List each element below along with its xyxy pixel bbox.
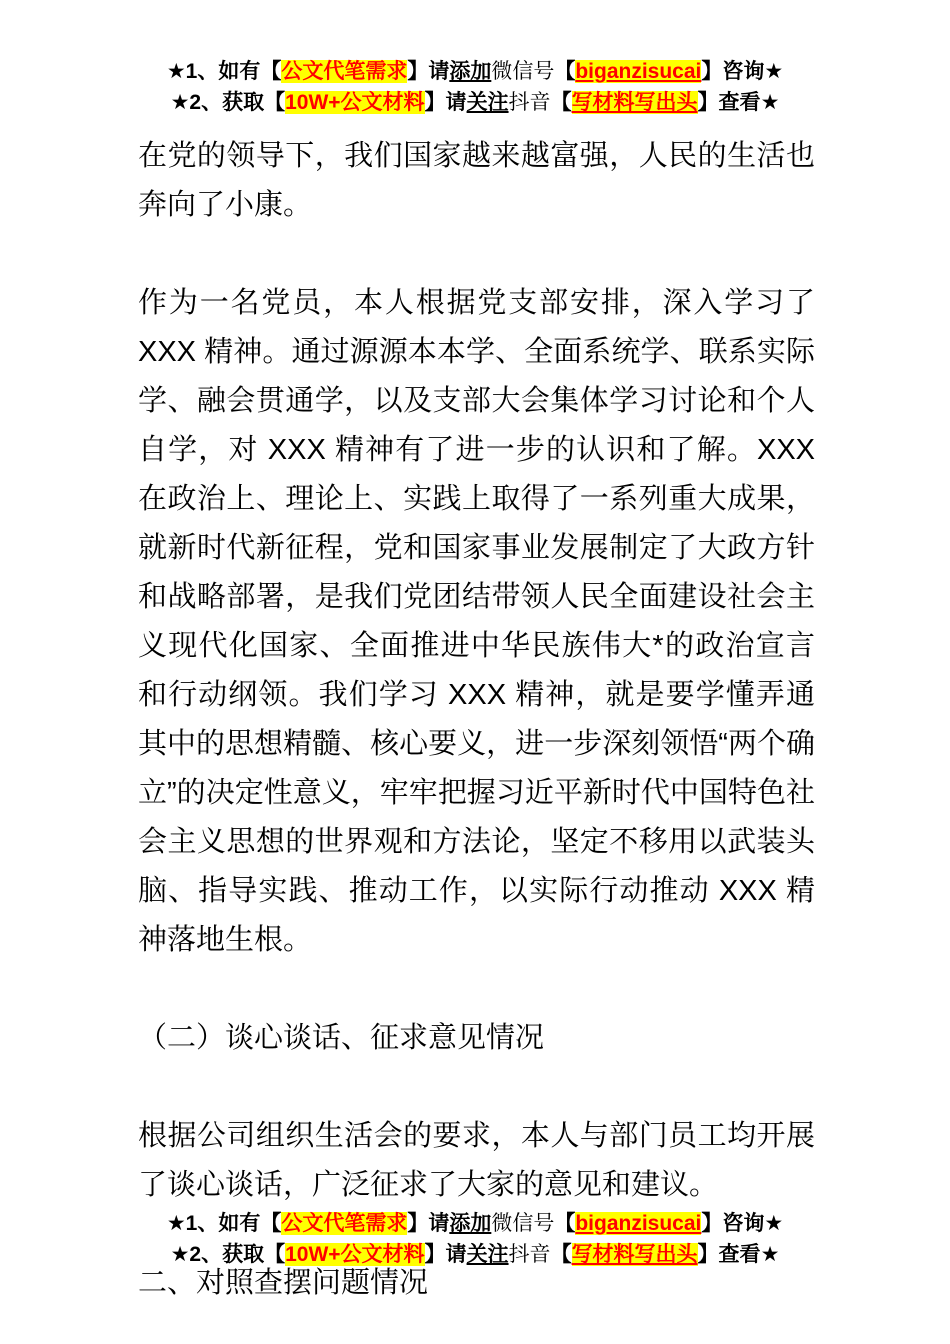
promo-keyword-highlight: 10W+公文材料	[285, 1243, 425, 1266]
promo-wechat-id: biganzisucai	[575, 60, 702, 83]
promo-platform: 微信号	[491, 1212, 555, 1235]
star-icon: ★	[760, 1243, 780, 1266]
promo-suffix: 】咨询	[701, 60, 765, 83]
promo-platform: 抖音	[508, 91, 551, 114]
promo-header-line-1	[0, 56, 950, 87]
promo-bracket: 【	[550, 1243, 572, 1266]
promo-keyword-highlight: 公文代笔需求	[281, 60, 408, 83]
star-icon: ★	[760, 91, 780, 114]
star-icon: ★	[170, 91, 190, 114]
promo-bracket: 【	[550, 91, 572, 114]
promo-header-line-2	[0, 87, 950, 118]
promo-platform: 微信号	[491, 60, 555, 83]
promo-douyin-account: 写材料写出头	[571, 1243, 698, 1266]
star-icon: ★	[170, 1243, 190, 1266]
promo-suffix: 】查看	[697, 1243, 761, 1266]
promo-prefix: 2、获取【	[189, 91, 286, 114]
promo-action-word: 添加	[449, 1212, 492, 1235]
promo-douyin-account: 写材料写出头	[571, 91, 698, 114]
paragraph: 根据公司组织生活会的要求，本人与部门员工均开展了谈心谈话，广泛征求了大家的意见和建议。	[138, 1120, 815, 1201]
promo-action-word: 添加	[449, 60, 492, 83]
paragraph: 在党的领导下，我们国家越来越富强，人民的生活也奔向了小康。	[138, 140, 815, 221]
promo-mid: 】请	[407, 60, 450, 83]
section-heading: 二、对照查摆问题情况	[138, 1267, 429, 1299]
star-icon: ★	[166, 1212, 186, 1235]
promo-mid: 】请	[424, 91, 467, 114]
promo-mid: 】请	[407, 1212, 450, 1235]
promo-footer-line-1	[0, 1208, 950, 1239]
promo-platform: 抖音	[508, 1243, 551, 1266]
star-icon: ★	[166, 60, 186, 83]
paragraph: 作为一名党员，本人根据党支部安排，深入学习了 XXX 精神。通过源源本本学、全面系统学、联系实际学、融会贯通学，以及支部大会集体学习讨论和个人自学，对 XXX 精神有了进一步的认识和了解。XXX 在政治上、理论上、实践上取得了一系列重大成果，就新时代新征程，党和国家事业发展制定了大政方针和战略部署，是我们党团结带领人民全面建设社会主义现代化国家、全面推进中华民族伟大*的政治宣言和行动纲领。我们学习 XXX 精神，就是要学懂弄通其中的思想精髓、核心要义，进一步深刻领悟“两个确立”的决定性意义，牢牢把握习近平新时代中国特色社会主义思想的世界观和方法论，坚定不移用以武装头脑、指导实践、推动工作，以实际行动推动 XXX 精神落地生根。	[138, 287, 815, 956]
promo-wechat-id: biganzisucai	[575, 1212, 702, 1235]
document-body	[0, 118, 950, 1308]
promo-mid: 】请	[424, 1243, 467, 1266]
promo-bracket: 【	[554, 1212, 576, 1235]
promo-bracket: 【	[554, 60, 576, 83]
promo-header	[0, 0, 950, 118]
promo-keyword-highlight: 公文代笔需求	[281, 1212, 408, 1235]
promo-prefix: 1、如有【	[185, 60, 282, 83]
promo-footer	[0, 1208, 950, 1270]
promo-prefix: 1、如有【	[185, 1212, 282, 1235]
star-icon: ★	[764, 60, 784, 83]
promo-action-word: 关注	[466, 91, 509, 114]
section-heading: （二）谈心谈话、征求意见情况	[138, 1022, 545, 1054]
promo-footer-line-2	[0, 1239, 950, 1270]
promo-action-word: 关注	[466, 1243, 509, 1266]
promo-suffix: 】查看	[697, 91, 761, 114]
promo-prefix: 2、获取【	[189, 1243, 286, 1266]
promo-keyword-highlight: 10W+公文材料	[285, 91, 425, 114]
star-icon: ★	[764, 1212, 784, 1235]
promo-suffix: 】咨询	[701, 1212, 765, 1235]
